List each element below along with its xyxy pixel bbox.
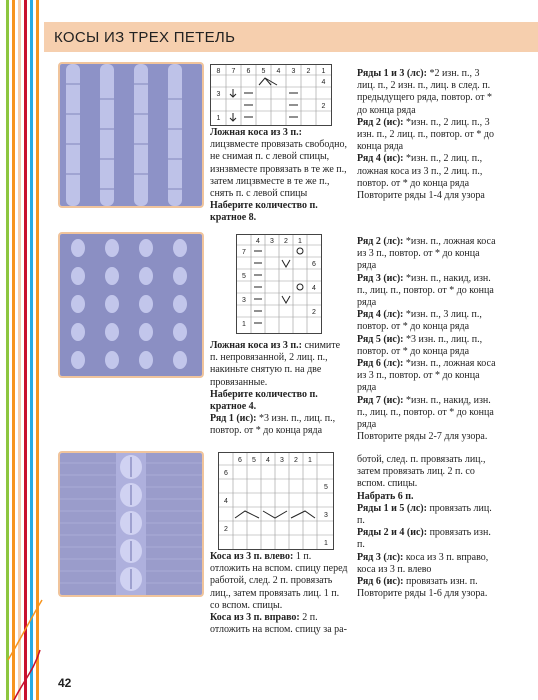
row-label: Ряды 1 и 5 (лс): [357, 502, 427, 514]
row-text: *изн. п., 2 лиц. п., ложная коса из 3 п., 2 лиц. п., повтор. от * до конца ряда [357, 153, 483, 189]
chart3-row-label: 1 [324, 540, 328, 547]
chart1-col-label: 6 [246, 68, 251, 75]
row-text: *изн. п., 3 лиц. п., повтор. от * до конца ряда [357, 309, 482, 333]
section1-description [210, 127, 350, 225]
chart3-row-label: 2 [224, 526, 228, 533]
row-label: Ряд 7 (ис): [357, 394, 404, 406]
chart3-row-label: 3 [324, 512, 328, 519]
row-label: Ряд 6 (ис): [357, 576, 404, 588]
row-text: *изн. п., накид, изн. п., лиц. п., повтор. от * до конца ряда [357, 394, 494, 431]
page-number: 42 [58, 676, 72, 690]
section3-desc-left-text: 1 п. отложить на вспом. спицу перед работой, след. 2 п. провязать лиц., затем провязать лиц. 1 п. со вспом. спицы. [210, 551, 348, 611]
section1-desc-text: лицзвместе провязать свободно, не снимая п. с левой спицы, изнзвместе провязать в те же п., затем лицзвместе в те же п., снять п. с левой спицы [210, 139, 348, 200]
row-label: Ряд 3 (ис): [357, 272, 404, 284]
section3-desc-right-title: Коса из 3 п. вправо: [210, 612, 300, 624]
chart1-row-label: 3 [216, 91, 221, 98]
knit-sample-photo-1 [58, 62, 204, 208]
section3-description [210, 551, 350, 636]
section3-cont-text: ботой, след. п. провязать лиц., затем провязать лиц. 2 п. со вспом. спицы. [357, 454, 486, 490]
section3-cast-on: Набрать 6 п. [357, 490, 414, 502]
knitting-chart-2 [236, 234, 322, 334]
row-text: провязать лиц. п. [357, 502, 492, 527]
chart2-row-label: 6 [312, 261, 316, 268]
knitting-chart-3 [218, 452, 334, 550]
section2-description [210, 340, 350, 438]
chart2-row-label: 2 [312, 309, 316, 316]
row-text: *3 изн. п., лиц. п., повтор. от * до конца ряда [357, 333, 483, 357]
chart1-col-label: 2 [306, 68, 311, 75]
row-label: Ряд 1 (ис): [210, 413, 257, 425]
chart2-col-label: 1 [298, 238, 302, 245]
repeat-note: Повторите ряды 1-6 для узора. [357, 588, 488, 600]
chart3-col-label: 2 [294, 457, 298, 464]
chart2-col-label: 4 [256, 238, 260, 245]
chart3-col-label: 5 [252, 457, 256, 464]
knit-sample-photo-3 [58, 451, 204, 597]
chart3-col-label: 3 [280, 457, 284, 464]
section1-cast-on: Наберите количество п. кратное 8. [210, 200, 318, 224]
row-label: Ряд 2 (ис): [357, 116, 404, 128]
repeat-note: Повторите ряды 1-4 для узора [357, 190, 485, 202]
section2-desc-title: Ложная коса из 3 п.: [210, 340, 302, 351]
section2-instructions [357, 236, 497, 443]
row-text: *изн. п., 2 лиц. п., 3 изн. п., 2 лиц. п., повтор. от * до конца ряда [357, 116, 494, 153]
chart2-row-label: 3 [242, 297, 246, 304]
page-title: КОСЫ ИЗ ТРЕХ ПЕТЕЛЬ [54, 29, 236, 46]
knitting-chart-1 [210, 64, 332, 126]
section1-desc-title: Ложная коса из 3 п.: [210, 127, 302, 138]
row-text: *изн. п., ложная коса из 3 п., повтор. от * до конца ряда [357, 358, 496, 394]
row-text: *изн. п., накид, изн. п., лиц. п., повтор. от * до конца ряда [357, 272, 494, 309]
chart1-col-label: 8 [216, 68, 221, 75]
chart1-col-label: 3 [291, 68, 296, 75]
repeat-note: Повторите ряды 2-7 для узора. [357, 431, 488, 443]
section3-instructions [357, 454, 497, 600]
chart3-col-label: 1 [308, 457, 312, 464]
chart1-col-label: 5 [261, 68, 266, 75]
section2-desc-text: снимите п. непровязанной, 2 лиц. п., накиньте снятую п. на две провязанные. [210, 340, 341, 388]
row-text: провязать изн. п. [357, 527, 491, 551]
row-label: Ряд 2 (лс): [357, 236, 404, 247]
chart3-col-label: 6 [238, 457, 242, 464]
chart1-row-label: 1 [216, 115, 221, 122]
chart3-col-label: 4 [266, 457, 270, 464]
row-label: Ряд 5 (ис): [357, 333, 404, 345]
row-text: *2 изн. п., 3 лиц. п., 2 изн. п., лиц. в след. п. предыдущего ряда, повтор. от * до конца ряда [357, 68, 492, 116]
chart3-row-label: 5 [324, 484, 328, 491]
chart2-row-label: 1 [242, 321, 246, 328]
section3-desc-left-title: Коса из 3 п. влево: [210, 551, 294, 562]
chart3-row-label: 4 [224, 498, 228, 505]
section1-instructions [357, 68, 497, 202]
chart3-row-label: 6 [224, 470, 228, 477]
row-label: Ряды 1 и 3 (лс): [357, 68, 427, 79]
section2-cast-on: Наберите количество п. кратное 4. [210, 388, 318, 413]
chart1-row-label: 4 [321, 79, 326, 86]
chart2-col-label: 3 [270, 238, 274, 245]
chart1-col-label: 7 [231, 68, 236, 75]
decorative-stripes [0, 0, 44, 700]
row-text: *изн. п., ложная коса из 3 п., повтор. от * до конца ряда [357, 236, 496, 272]
chart1-col-label: 4 [276, 68, 281, 75]
row-label: Ряд 4 (лс): [357, 309, 404, 321]
row-label: Ряд 6 (лс): [357, 358, 404, 370]
row-label: Ряды 2 и 4 (ис): [357, 527, 428, 539]
chart2-row-label: 5 [242, 273, 246, 280]
row-text: провязать изн. п. [406, 576, 478, 588]
knit-sample-photo-2 [58, 232, 204, 378]
row-label: Ряд 4 (ис): [357, 153, 404, 165]
chart2-col-label: 2 [284, 238, 288, 245]
section3-desc-right-text: 2 п. отложить на вспом. спицу за ра- [210, 612, 347, 636]
row-label: Ряд 3 (лс): [357, 551, 404, 563]
chart1-row-label: 2 [321, 103, 326, 110]
chart2-row-label: 7 [242, 249, 246, 256]
row-text: *3 изн. п., лиц. п., повтор. от * до конца ряда [210, 413, 336, 437]
chart1-col-label: 1 [321, 68, 326, 75]
chart2-row-label: 4 [312, 285, 316, 292]
row-text: коса из 3 п. вправо, коса из 3 п. влево [357, 551, 489, 575]
